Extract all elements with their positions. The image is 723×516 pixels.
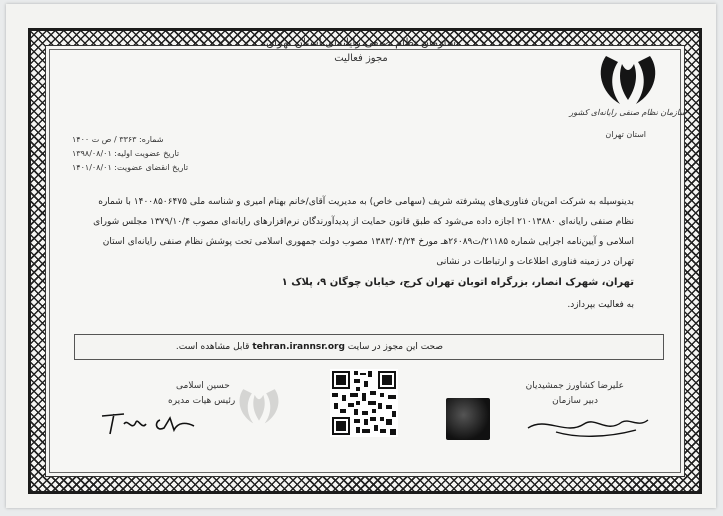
verification-site[interactable]: tehran.irannsr.org [252,342,345,352]
doc-title: مجوز فعالیت [334,53,388,64]
qr-code-icon[interactable] [330,369,398,437]
left-signatory-name: حسین اسلامی [176,381,230,391]
watermark-logo-icon [232,382,286,432]
hologram-seal-icon [446,398,490,440]
right-signatory-role: دبیر سازمان [552,396,598,406]
verification-text [176,342,443,352]
business-address: تهران، شهرک انصار، بزرگراه اتوبان تهران کرج، خیابان چوگان ۹، پلاک ۱ [281,277,634,288]
right-signature [526,410,650,440]
org-title: سازمان نظام صنفی رایانه‌ای استان تهران [265,36,457,49]
right-signatory-name: علیرضا کشاورز جمشیدیان [525,381,624,391]
membership-start-date: تاریخ عضویت اولیه: ۱۳۹۸/۰۸/۰۱ [72,149,180,158]
body-line-1: بدینوسیله به شرکت امن‌بان فناوری‌های پیشرفته شریف (سهامی خاص) به مدیریت آقای/خانم بهنام امیری و شناسه ملی ۱۴۰۰۸۵۰۶۴۷۵ با شماره [98,197,634,207]
verification-suffix: قابل مشاهده است. [175,342,250,352]
certificate-sheet [6,4,716,508]
verification-box [74,334,664,360]
membership-end-date: تاریخ انقضای عضویت: ۱۴۰۱/۰۸/۰۱ [72,163,189,172]
logo-city: استان تهران [605,130,646,139]
body-line-4: تهران در زمینه فناوری اطلاعات و ارتباطات در نشانی [436,257,634,267]
logo-caption: سازمان نظام صنفی رایانه‌ای کشور [569,108,686,117]
organization-logo-icon [592,46,664,116]
body-line-6: به فعالیت بپردازد. [567,300,634,310]
license-number: شماره: ۳۳۶۳ / ص ت ۱۴۰۰ [72,135,164,144]
body-line-3: اسلامی و آیین‌نامه اجرایی شماره ۲۱۱۸۵/ت۲۶۰۸۹هـ مورخ ۱۳۸۳/۰۴/۲۴ مصوب دولت جمهوری اسلامی تحت پوشش نظام صنفی رایانه‌ای استان [102,237,634,247]
body-line-2: نظام صنفی رایانه‌ای ۲۱۰۱۳۸۸۰ اجازه داده می‌شود که طبق قانون حمایت از پدیدآورندگان نرم‌افزارهای رایانه‌ای مصوب ۱۳۷۹/۱۰/۴ مجلس شورای [93,217,634,227]
left-signatory-role: رئیس هیات مدیره [168,396,236,406]
left-signature [98,408,202,438]
verification-prefix: صحت این مجوز در سایت [347,342,443,352]
